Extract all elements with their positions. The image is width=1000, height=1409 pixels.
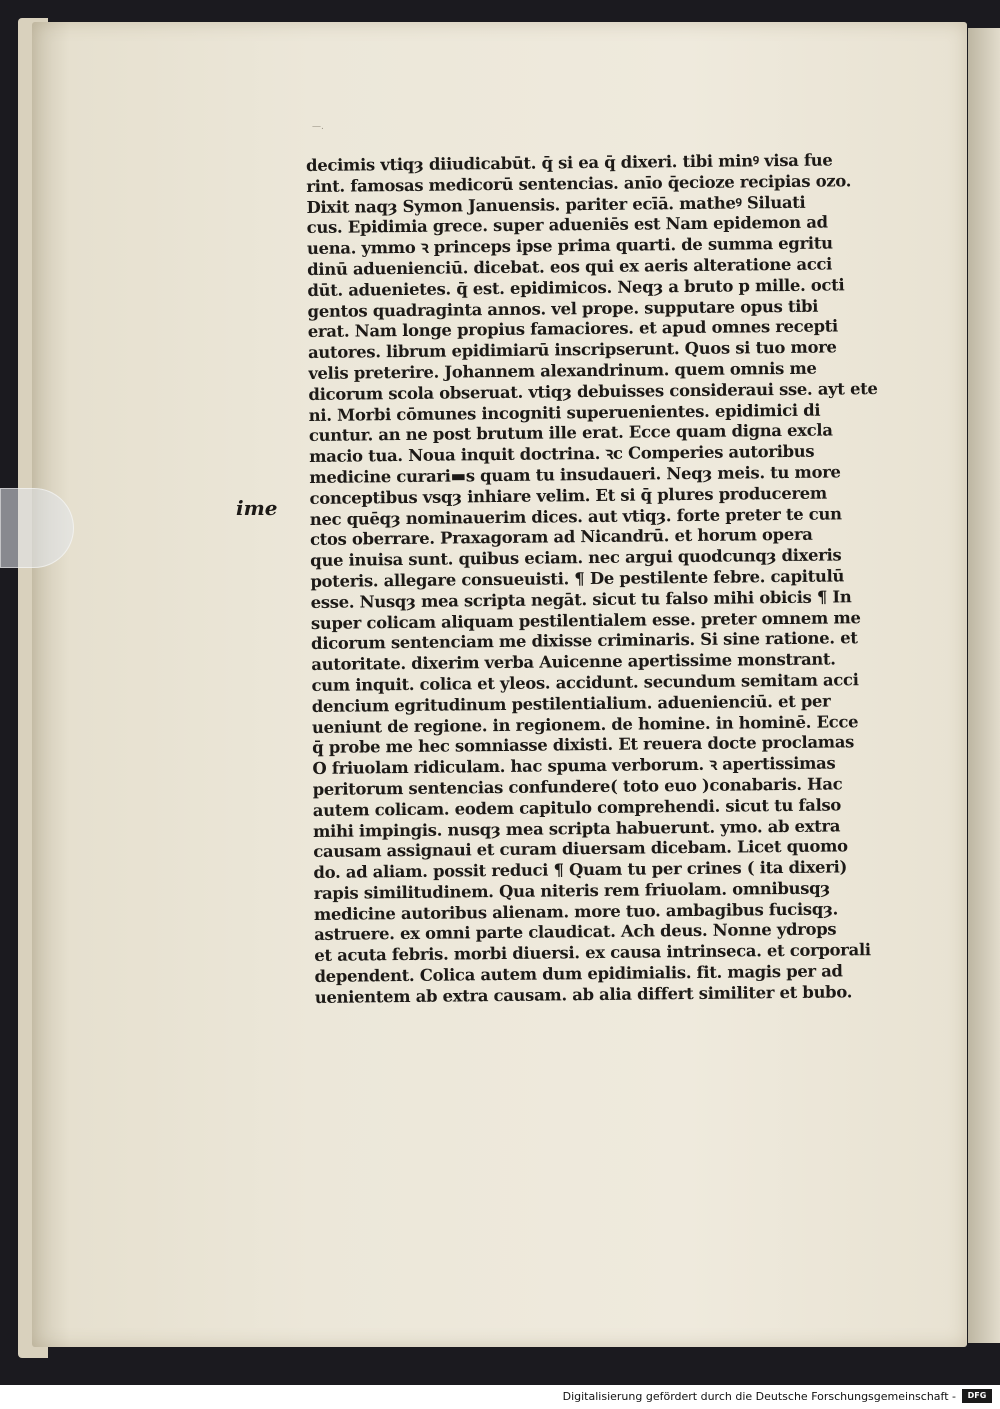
text-line: causam assignaui et curam diuersam dicebam. Licet quomo <box>313 836 848 862</box>
text-line: q̄ probe me hec somniasse dixisti. Et reuera docte proclamas <box>312 732 855 758</box>
text-line: que inuisa sunt. quibus eciam. nec argui quodcunqȝ dixeris <box>310 545 842 571</box>
text-line: medicine autoribus alienam. more tuo. ambagibus fucisqȝ. <box>313 899 839 924</box>
text-line: medicine curari▬s quam tu insudaueri. Neqȝ meis. tu more <box>309 462 841 487</box>
text-line: cum inquit. colica et yleos. accidunt. secundum semitam acci <box>311 670 859 695</box>
text-line: uena. ymmo ꝛ princeps ipse prima quarti. de summa egritu <box>306 233 833 259</box>
text-line: uenientem ab extra causam. ab alia differt similiter et bubo. <box>314 982 853 1007</box>
text-line: peritorum sentencias confundere( toto euo )conabaris. Hac <box>312 774 843 799</box>
text-line: rint. famosas medicorū sentencias. anīo q̄ecioze recipias ozo. <box>306 171 852 196</box>
text-line: super colicam aliquam pestilentialem esse. preter omnem me <box>310 607 861 633</box>
text-line: autores. librum epidimiarū inscripserunt. Quos si tuo more <box>307 337 837 363</box>
text-line: nec quēqȝ nominauerim dices. aut vtiqȝ. forte preter te cun <box>309 503 842 529</box>
text-line: poteris. allegare consueuisti. ¶ De pestilente febre. capitulū <box>310 566 845 591</box>
text-line: O friuolam ridiculam. hac spuma verborum. ꝛ apertissimas <box>312 753 836 779</box>
text-line: dicorum sentenciam me dixisse criminaris. Si sine ratione. et <box>311 628 858 654</box>
text-line: rapis similitudinem. Qua niteris rem friuolam. omnibusqȝ <box>313 878 831 903</box>
text-line: do. ad aliam. possit reduci ¶ Quam tu per crines ( ita dixeri) <box>313 857 848 883</box>
text-line: et acuta febris. morbi diuersi. ex causa intrinseca. et corporali <box>314 940 871 966</box>
dfg-logo: DFG <box>962 1389 992 1403</box>
text-line: autem colicam. eodem capitulo comprehendi. sicut tu falso <box>312 795 842 820</box>
text-line: dependent. Colica autem dum epidimialis. fit. magis per ad <box>314 961 843 987</box>
funding-credit: Digitalisierung gefördert durch die Deutsche Forschungsgemeinschaft - <box>562 1390 956 1403</box>
text-line: velis preterire. Johannem alexandrinum. quem omnis me <box>308 358 817 383</box>
facing-page-edge <box>968 28 1000 1343</box>
text-line: macio tua. Noua inquit doctrina. ꝛc Comperies autoribus <box>309 441 815 467</box>
text-line: ctos oberrare. Praxagoram ad Nicandrū. et horum opera <box>309 525 813 550</box>
ghost-mark: —. <box>312 122 324 132</box>
margin-annotation: ime <box>236 496 278 520</box>
text-line: mihi impingis. nusqȝ mea scripta habuerunt. ymo. ab extra <box>312 815 841 841</box>
text-line: autoritate. dixerim verba Auicenne apertissime monstrant. <box>311 649 836 675</box>
text-line: Dixit naqȝ Symon Januensis. pariter ecīā. matheꝰ Siluati <box>306 192 806 217</box>
text-line: ni. Morbi cōmunes incogniti superuenientes. epidimici di <box>308 400 821 425</box>
text-line: decimis vtiqȝ diiudicabūt. q̄ si ea q̄ dixeri. tibi minꝰ visa fue <box>306 150 833 175</box>
text-line: dinū aduenienciū. dicebat. eos qui ex aeris alteratione acci <box>307 254 833 279</box>
text-line: conceptibus vsqȝ inhiare velim. Et si q̄ plures producerem <box>309 483 827 508</box>
text-line: erat. Nam longe propius famaciores. et apud omnes recepti <box>307 316 839 342</box>
text-line: gentos quadraginta annos. vel prope. supputare opus tibi <box>307 296 819 321</box>
text-line: dencium egritudinum pestilentialium. aduenienciū. et per <box>311 691 831 716</box>
text-line: dūt. aduenietes. q̄ est. epidimicos. Neqȝ a bruto p mille. octi <box>307 275 845 300</box>
text-line: dicorum scola obseruat. vtiqȝ debuisses consideraui sse. ayt ete <box>308 378 878 404</box>
body-text <box>306 150 915 1009</box>
text-line: astruere. ex omni parte claudicat. Ach deus. Nonne ydrops <box>314 919 837 945</box>
text-line: ueniunt de regione. in regionem. de homine. in hominē. Ecce <box>311 711 859 737</box>
text-line: cus. Epidimia grece. super adueniēs est Nam epidemon ad <box>306 212 828 238</box>
text-line: cuntur. an ne post brutum ille erat. Ecce quam digna excla <box>308 420 833 446</box>
text-line: esse. Nusqȝ mea scripta negāt. sicut tu falso mihi obicis ¶ In <box>310 587 852 612</box>
